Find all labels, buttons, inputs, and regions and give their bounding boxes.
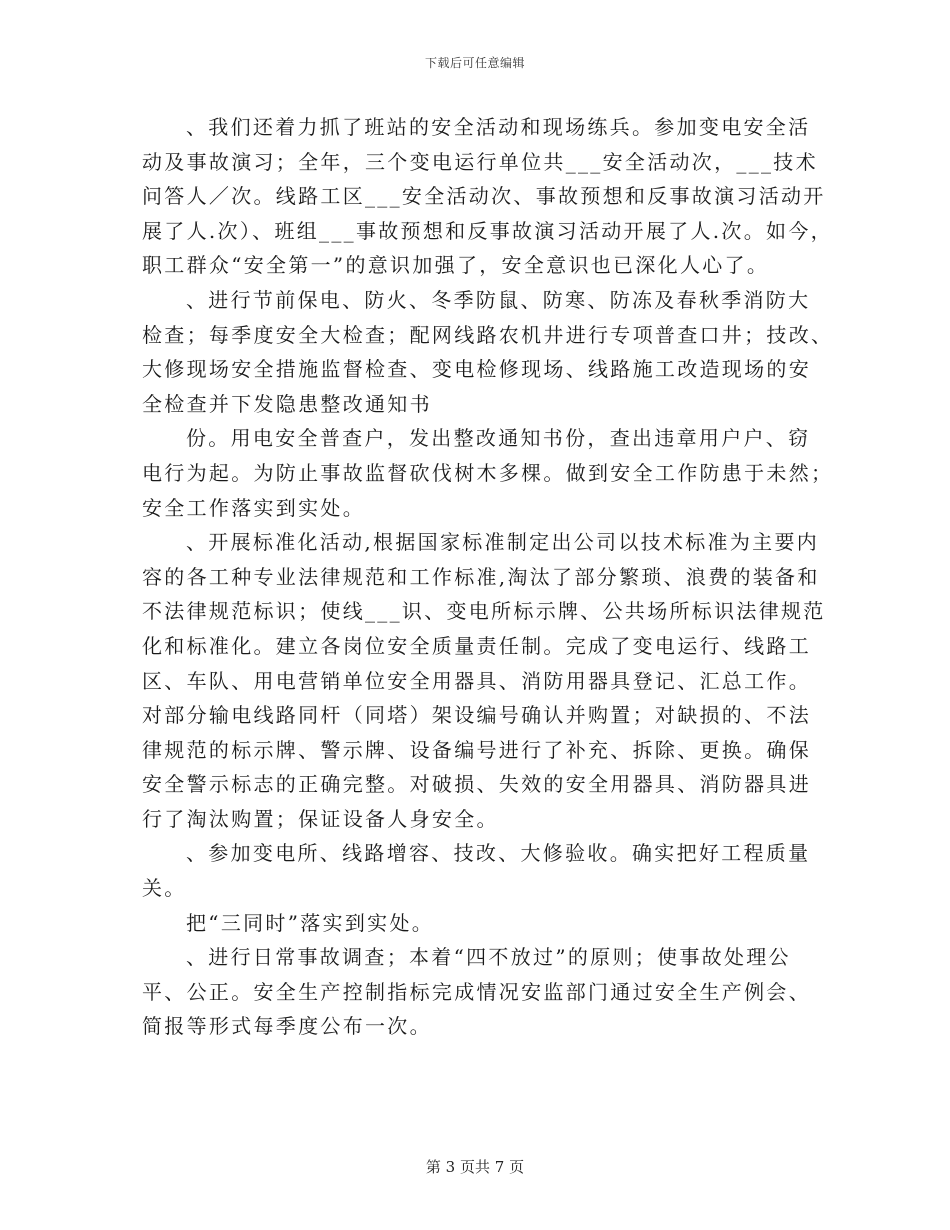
text-line: 、进行日常事故调查；本着“四不放过”的原则；使事故处理公 [186, 945, 791, 970]
text-line: 不法律规范标识；使线___识、变电所标示牌、公共场所标识法律规范 [142, 599, 826, 624]
text-line: 、进行节前保电、防火、冬季防鼠、防寒、防冻及春秋季消防大 [186, 287, 811, 312]
text-line: 关。 [142, 876, 187, 901]
text-line: 电行为起。为防止事故监督砍伐树木多棵。做到安全工作防患于未然； [142, 460, 834, 485]
text-line: 动及事故演习；全年，三个变电运行单位共___安全活动次，___技术 [142, 149, 818, 174]
text-line: 份。用电安全普查户，发出整改通知书份，查出违章用户户、窃 [186, 426, 811, 451]
text-line: 安全警示标志的正确完整。对破损、失效的安全用器具、消防器具进 [142, 772, 811, 797]
document-body [142, 110, 834, 1044]
text-line: 安全工作落实到实处。 [142, 495, 365, 520]
text-line: 平、公正。安全生产控制指标完成情况安监部门通过安全生产例会、 [142, 979, 811, 1004]
text-line: 行了淘汰购置；保证设备人身安全。 [142, 806, 499, 831]
text-line: 容的各工种专业法律规范和工作标准,淘汰了部分繁琐、浪费的装备和 [142, 564, 820, 589]
text-line: 展了人.次）、班组___事故预想和反事故演习活动开展了人.次。如今， [142, 218, 833, 243]
text-line: 、开展标准化活动,根据国家标准制定出公司以技术标准为主要内 [186, 530, 820, 555]
text-line: 把“三同时”落实到实处。 [186, 910, 435, 935]
text-line: 全检查并下发隐患整改通知书 [142, 391, 432, 416]
text-line: 、参加变电所、线路增容、技改、大修验收。确实把好工程质量 [186, 841, 811, 866]
text-line: 检查；每季度安全大检查；配网线路农机井进行专项普查口井；技改、 [142, 322, 834, 347]
text-line: 大修现场安全措施监督检查、变电检修现场、线路施工改造现场的安 [142, 357, 811, 382]
page-header: 下载后可任意编辑 [424, 56, 525, 70]
text-line: 简报等形式每季度公布一次。 [142, 1014, 432, 1039]
text-line: 问答人／次。线路工区___安全活动次、事故预想和反事故演习活动开 [142, 184, 826, 209]
text-line: 对部分输电线路同杆（同塔）架设编号确认并购置；对缺损的、不法 [142, 703, 811, 728]
page-footer: 第 3 页共 7 页 [425, 1158, 525, 1176]
text-line: 律规范的标示牌、警示牌、设备编号进行了补充、拆除、更换。确保 [142, 737, 811, 762]
text-line: 、我们还着力抓了班站的安全活动和现场练兵。参加变电安全活 [186, 115, 811, 139]
text-line: 职工群众“安全第一”的意识加强了，安全意识也已深化人心了。 [142, 253, 770, 278]
text-line: 化和标准化。建立各岗位安全质量责任制。完成了变电运行、线路工 [142, 633, 811, 658]
text-line: 区、车队、用电营销单位安全用器具、消防用器具登记、汇总工作。 [142, 668, 811, 693]
